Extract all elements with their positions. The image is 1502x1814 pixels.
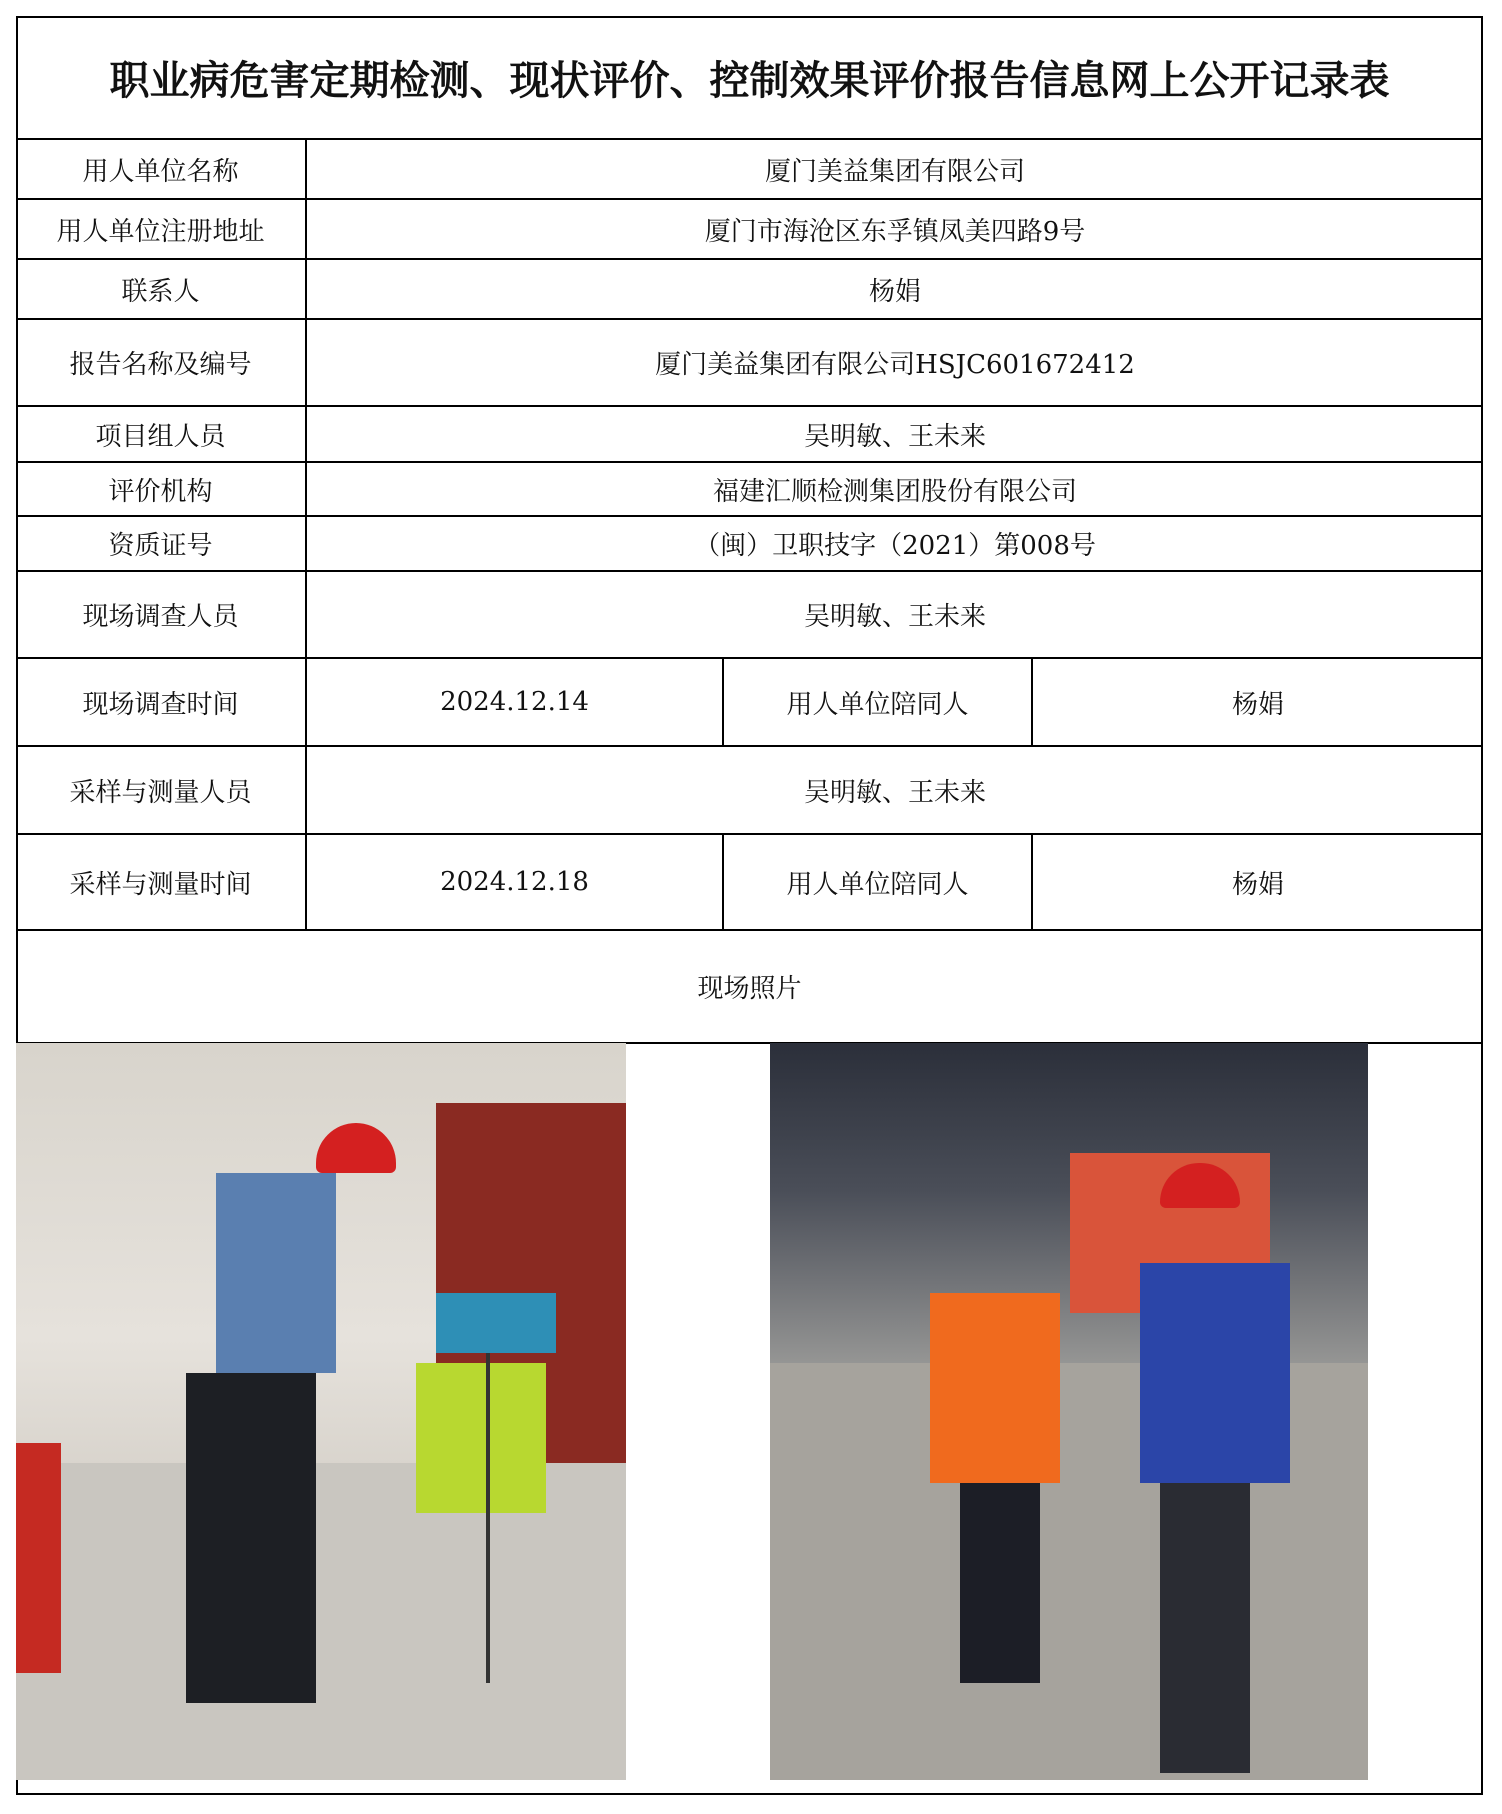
row-label: 项目组人员 [16,407,307,461]
row-label: 报告名称及编号 [16,320,307,405]
table-row [16,463,1483,517]
table-row [16,200,1483,260]
row-label: 采样与测量时间 [16,835,307,929]
row-value: 厦门美益集团有限公司 [764,156,1025,187]
row-label: 资质证号 [16,517,307,570]
table-row [16,835,1483,931]
row-value: 福建汇顺检测集团股份有限公司 [712,476,1077,507]
row-value: 杨娟 [868,276,921,307]
row-value-2: 杨娟 [1231,689,1284,720]
table-row [16,407,1483,463]
table-row [16,747,1483,835]
table-row [16,140,1483,200]
table-row [16,260,1483,320]
table-row [16,517,1483,572]
row-value: 2024.12.18 [307,835,724,929]
row-label: 用人单位注册地址 [16,200,307,258]
row-label: 联系人 [16,260,307,318]
row-value: 厦门市海沧区东孚镇凤美四路9号 [704,216,1086,247]
row-value: 吴明敏、王未来 [803,421,986,452]
row-value-2: 杨娟 [1231,869,1284,900]
row-value: 吴明敏、王未来 [803,777,986,808]
table-row [16,659,1483,747]
row-label: 评价机构 [16,463,307,515]
row-label: 用人单位名称 [16,140,307,198]
table-row [16,572,1483,659]
row-value: （闽）卫职技字（2021）第008号 [694,531,1096,561]
row-label-2: 用人单位陪同人 [724,659,1033,745]
page-title: 职业病危害定期检测、现状评价、控制效果评价报告信息网上公开记录表 [16,16,1483,140]
photos-heading: 现场照片 [697,974,802,1004]
site-photo-indoor-sampling [16,1043,626,1780]
table-row [16,320,1483,407]
row-label-2: 用人单位陪同人 [724,835,1033,929]
row-value: 2024.12.14 [307,659,724,745]
row-label: 现场调查时间 [16,659,307,745]
row-label: 现场调查人员 [16,572,307,657]
photos-heading-row [16,931,1483,1044]
row-value: 吴明敏、王未来 [803,602,986,632]
site-photo-outdoor-measurement [770,1043,1368,1780]
row-label: 采样与测量人员 [16,747,307,833]
row-value: 厦门美益集团有限公司HSJC601672412 [655,350,1135,380]
